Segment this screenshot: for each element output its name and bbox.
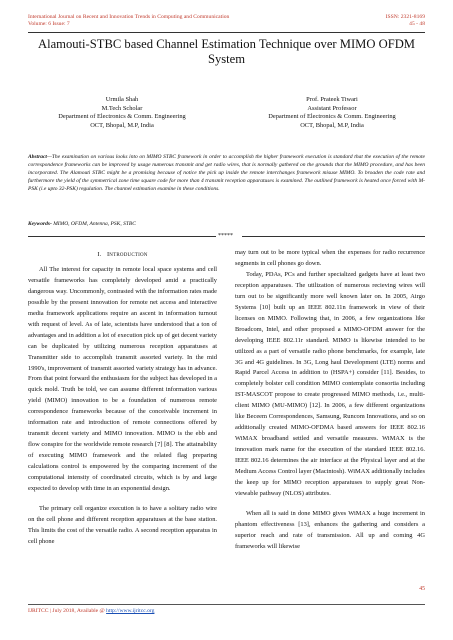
footer-text: IJRITCC | July 2018, Available @ bbox=[28, 608, 107, 614]
body-paragraph: When all is said in done MIMO gives WiMAX a huge increment in phantom effectiveness [13], enhances the gathering and considers a superior reach and rate of transmission. All up and coming 4G frameworks will likewise bbox=[235, 509, 425, 550]
body-paragraph: Today, PDAs, PCs and further specialized gadgets have at least two reception apparatuses. The utilization of numerous recieving wires will turn out to be significantly more well known later on. In 2005, Airgo Systems [10] built up an IEEE 802.11n framework in view of their licenses on MIMO. Following that, in 2006, a few organizations like Broadcom, Intel, and other proposed a MIMO-OFDM answer for the developing IEEE 802.11r standard. MIMO is likewise intended to be utilized as a part of versatile radio phone benchmarks, for example, late 3G and 4G guidelines. In 3G, Long haul Development (LTE) norms and Rapid Parcel Access in addition to (HSPA+) consider [11]. Besides, to completely bolster cell condition MIMO contemplate consortia including IST-MASCOT propose to create progressed MIMO methods, i.e., multi-client MIMO (MU-MIMO) [12]. In 2006, a few different organizations like Beceem Correspondences, Samsung, Runcom Innovations, and so on additionally created MIMO-OFDMA based answers for IEEE 802.16 WiMAX broadband settled and versatile measures. WiMAX is the innovation mark name for the execution of the standard IEEE 802.16. IEEE 802.16 determines the air interface at the Physical layer and at the Medium Access Control layer (Macintosh). WiMAX additionally includes the keep up for MIMO reception apparatuses to supply great Non-viewable pathway (NLOS) attributes. bbox=[235, 270, 425, 497]
abstract-label: Abstract bbox=[28, 154, 47, 160]
separator-rule-right bbox=[242, 236, 425, 237]
running-header-right bbox=[386, 14, 425, 28]
section-heading bbox=[28, 250, 217, 262]
abstract bbox=[28, 154, 425, 194]
author-role: Assistant Professor bbox=[307, 104, 357, 112]
footer-link[interactable]: http://www.ijritcc.org bbox=[106, 608, 155, 614]
section-title-initial: I bbox=[106, 251, 110, 258]
volume-issue: Volume: 6 Issue: 7 bbox=[28, 21, 70, 27]
author-block-1 bbox=[32, 96, 212, 130]
header-rule bbox=[28, 32, 425, 33]
running-header-left bbox=[28, 14, 229, 28]
section-number: I. bbox=[97, 251, 102, 258]
page-range: 45 - 48 bbox=[409, 21, 425, 27]
author-department: Department of Electronics & Comm. Engineering bbox=[58, 113, 186, 121]
section-title-rest: NTRODUCTION bbox=[109, 253, 148, 258]
separator-rule-left bbox=[28, 236, 216, 237]
author-department: Department of Electronics & Comm. Engineering bbox=[268, 113, 396, 121]
right-column bbox=[235, 248, 425, 553]
journal-name: International Journal on Recent and Innovation Trends in Computing and Communication bbox=[28, 14, 230, 20]
abstract-text: —The examination on various looks into on MIMO STBC framework in order to accomplish the higher framework execution is standard that the execution of the remote correspondence frameworks can be improved by usage numerous transmit and get radio wires, that is normally gathered on the grounds that the MIMO procedure, and has been incorporated. The Alamouti STBC might be a promising because of notice the pick up inside the remote interchanges framework misuse MIMO. To broaden the code rate and furthermore the yield of the symmetrical zone time square code for more than 4 transmit reception apparatuses is examined. The outlined framework is heated once forced with M-PSK (i.e upto 32-PSK) regulation. The channel estimation examine in these conditions. bbox=[28, 154, 425, 192]
author-institution: OCT, Bhopal, M.P, India bbox=[300, 121, 364, 129]
author-institution: OCT, Bhopal, M.P, India bbox=[90, 121, 154, 129]
title-line-2: System bbox=[207, 51, 246, 66]
author-name: Prof. Prateek Tiwari bbox=[306, 96, 358, 103]
footer-rule bbox=[28, 604, 425, 605]
author-name: Urmila Shah bbox=[105, 96, 139, 103]
author-block-2 bbox=[242, 96, 422, 130]
issn: ISSN: 2321-8169 bbox=[385, 14, 425, 20]
paper-title bbox=[28, 37, 425, 66]
body-paragraph: The primary cell organize execution is to have a solitary radio wire on the cell phone and different reception apparatuses at the base station. This limits the cost of the versatile radio. A second reception apparatus in cell phone bbox=[28, 504, 217, 545]
separator-stars: ***** bbox=[218, 233, 233, 239]
title-line-1: Alamouti-STBC based Channel Estimation Technique over MIMO OFDM bbox=[37, 37, 415, 51]
body-paragraph: may turn out to be more typical when the expenses for radio recurrence segments in cell phones go down. bbox=[235, 249, 425, 267]
page-number: 45 bbox=[419, 586, 425, 592]
footer bbox=[28, 608, 154, 614]
keywords-label: Keywords- bbox=[28, 221, 52, 227]
left-column bbox=[28, 250, 217, 548]
keywords bbox=[28, 221, 136, 227]
author-role: M.Tech Scholar bbox=[101, 104, 143, 112]
body-paragraph: All The interest for capacity in remote local space systems and cell versatile frameworks has completely developed amid a practically dangerous way. Uncommonly, contrasted with the information rates made possible by the present innovation for remote net access and interactive media framework applications require an ascent in information turnout with request of level. As of late, scientists have understood that a ton of advantages and in addition a lot of execution pick up of get decent variety can be duplicated by utilizing numerous reception apparatuses at Transmitter side to accomplish transmit assorted variety. In the mid 1990's, improvement of transmit assorted variety strategy has in advance. From that point forward the enthusiasm for the subject has developed in a quick mold. Truth be told, we can assume different information various yield (MIMO) innovation to be a foundation of numerous remote correspondence frameworks because of the conceivable increment in information rate and introduction of remote connections offered by transmit decent variety and MIMO innovation. MIMO is the ebb and flow conspire for the worldwide remote research [7] [8]. The attainability of executing MIMO framework and the related flag preparing calculations control is empowered by the comparing increment of the computational intensity of coordinated circuits, which is by and large expected to develop with time in an exponential design. bbox=[28, 265, 217, 493]
keywords-text: MIMO, OFDM, Antenna, PSK, STBC bbox=[51, 221, 136, 227]
